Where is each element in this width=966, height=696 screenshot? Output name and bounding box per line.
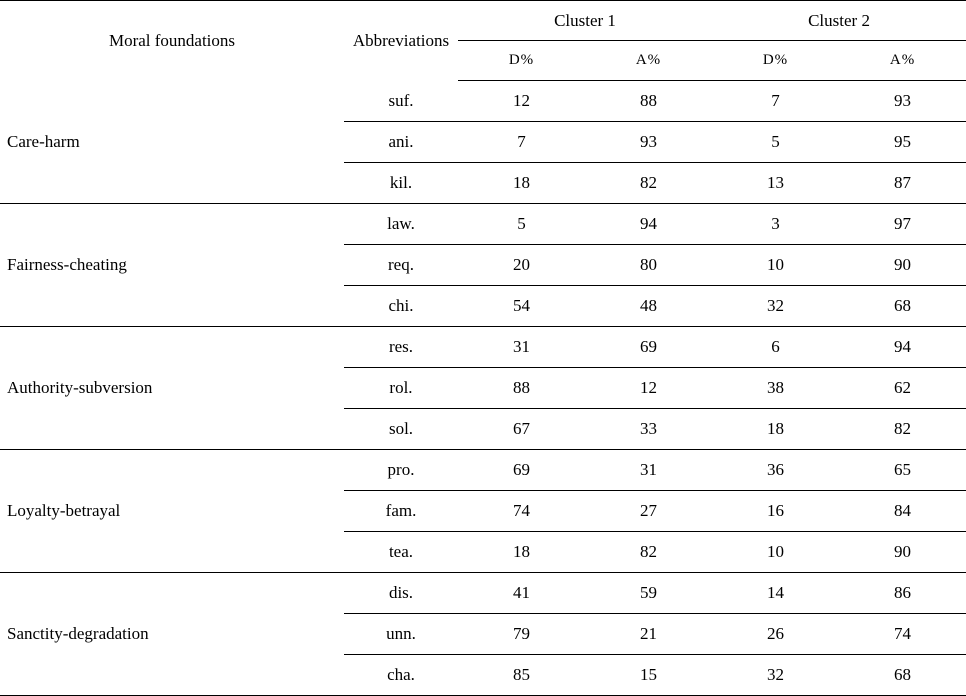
cluster-1-a-cell: 88 [585,81,712,122]
cluster-1-d-cell: 79 [458,614,585,655]
moral-foundation-label: Sanctity-degradation [0,573,344,696]
abbreviation-cell: fam. [344,491,458,532]
cluster-1-a-cell: 21 [585,614,712,655]
abbreviation-cell: unn. [344,614,458,655]
cluster-2-a-cell: 65 [839,450,966,491]
abbreviation-cell: res. [344,327,458,368]
cluster-2-a-cell: 87 [839,163,966,204]
abbreviation-cell: chi. [344,286,458,327]
cluster-1-a-cell: 48 [585,286,712,327]
cluster-2-a-cell: 95 [839,122,966,163]
cluster-1-a-cell: 33 [585,409,712,450]
cluster-1-a-cell: 80 [585,245,712,286]
cluster-2-a-cell: 90 [839,245,966,286]
cluster-2-a-cell: 93 [839,81,966,122]
cluster-2-a-cell: 68 [839,655,966,696]
cluster-1-d-cell: 31 [458,327,585,368]
cluster-1-a-cell: 94 [585,204,712,245]
cluster-1-a-cell: 69 [585,327,712,368]
abbreviation-cell: law. [344,204,458,245]
table-row [0,81,966,122]
cluster-1-d-cell: 85 [458,655,585,696]
header-abbreviations: Abbreviations [344,1,458,81]
moral-foundation-label: Fairness-cheating [0,204,344,327]
cluster-1-a-cell: 31 [585,450,712,491]
abbreviation-cell: rol. [344,368,458,409]
cluster-2-a-cell: 82 [839,409,966,450]
cluster-2-a-cell: 90 [839,532,966,573]
cluster-2-d-cell: 6 [712,327,839,368]
header-cluster-1-a: A% [585,41,712,81]
cluster-1-a-cell: 15 [585,655,712,696]
table-row [0,204,966,245]
cluster-1-d-cell: 67 [458,409,585,450]
cluster-1-d-cell: 20 [458,245,585,286]
cluster-2-a-cell: 97 [839,204,966,245]
cluster-1-d-cell: 7 [458,122,585,163]
cluster-2-d-cell: 18 [712,409,839,450]
moral-foundation-label: Loyalty-betrayal [0,450,344,573]
cluster-2-d-cell: 32 [712,655,839,696]
cluster-2-d-cell: 10 [712,245,839,286]
cluster-1-a-cell: 82 [585,163,712,204]
header-cluster-2: Cluster 2 [712,1,966,41]
cluster-2-a-cell: 86 [839,573,966,614]
header-cluster-2-d: D% [712,41,839,81]
cluster-2-d-cell: 13 [712,163,839,204]
header-cluster-1-d: D% [458,41,585,81]
cluster-2-d-cell: 14 [712,573,839,614]
cluster-2-a-cell: 94 [839,327,966,368]
cluster-2-a-cell: 84 [839,491,966,532]
abbreviation-cell: ani. [344,122,458,163]
table-row [0,573,966,614]
cluster-2-d-cell: 16 [712,491,839,532]
cluster-1-d-cell: 88 [458,368,585,409]
cluster-2-d-cell: 26 [712,614,839,655]
cluster-1-a-cell: 82 [585,532,712,573]
cluster-1-a-cell: 93 [585,122,712,163]
abbreviation-cell: dis. [344,573,458,614]
cluster-1-d-cell: 18 [458,532,585,573]
cluster-1-d-cell: 5 [458,204,585,245]
abbreviation-cell: cha. [344,655,458,696]
cluster-1-d-cell: 18 [458,163,585,204]
cluster-2-d-cell: 5 [712,122,839,163]
cluster-1-d-cell: 54 [458,286,585,327]
header-cluster-1: Cluster 1 [458,1,712,41]
header-cluster-2-a: A% [839,41,966,81]
cluster-2-d-cell: 3 [712,204,839,245]
cluster-2-a-cell: 74 [839,614,966,655]
cluster-1-d-cell: 12 [458,81,585,122]
cluster-2-d-cell: 10 [712,532,839,573]
table-row [0,327,966,368]
abbreviation-cell: suf. [344,81,458,122]
abbreviation-cell: kil. [344,163,458,204]
abbreviation-cell: req. [344,245,458,286]
cluster-1-a-cell: 12 [585,368,712,409]
moral-foundation-label: Care-harm [0,81,344,204]
table-body [0,81,966,696]
abbreviation-cell: sol. [344,409,458,450]
header-moral-foundations: Moral foundations [0,1,344,81]
abbreviation-cell: tea. [344,532,458,573]
abbreviation-cell: pro. [344,450,458,491]
cluster-1-a-cell: 59 [585,573,712,614]
cluster-2-d-cell: 38 [712,368,839,409]
cluster-1-d-cell: 41 [458,573,585,614]
table-row [0,450,966,491]
cluster-1-d-cell: 69 [458,450,585,491]
cluster-2-a-cell: 68 [839,286,966,327]
cluster-2-d-cell: 36 [712,450,839,491]
moral-foundation-label: Authority-subversion [0,327,344,450]
cluster-1-d-cell: 74 [458,491,585,532]
cluster-2-d-cell: 7 [712,81,839,122]
cluster-2-d-cell: 32 [712,286,839,327]
cluster-2-a-cell: 62 [839,368,966,409]
cluster-1-a-cell: 27 [585,491,712,532]
